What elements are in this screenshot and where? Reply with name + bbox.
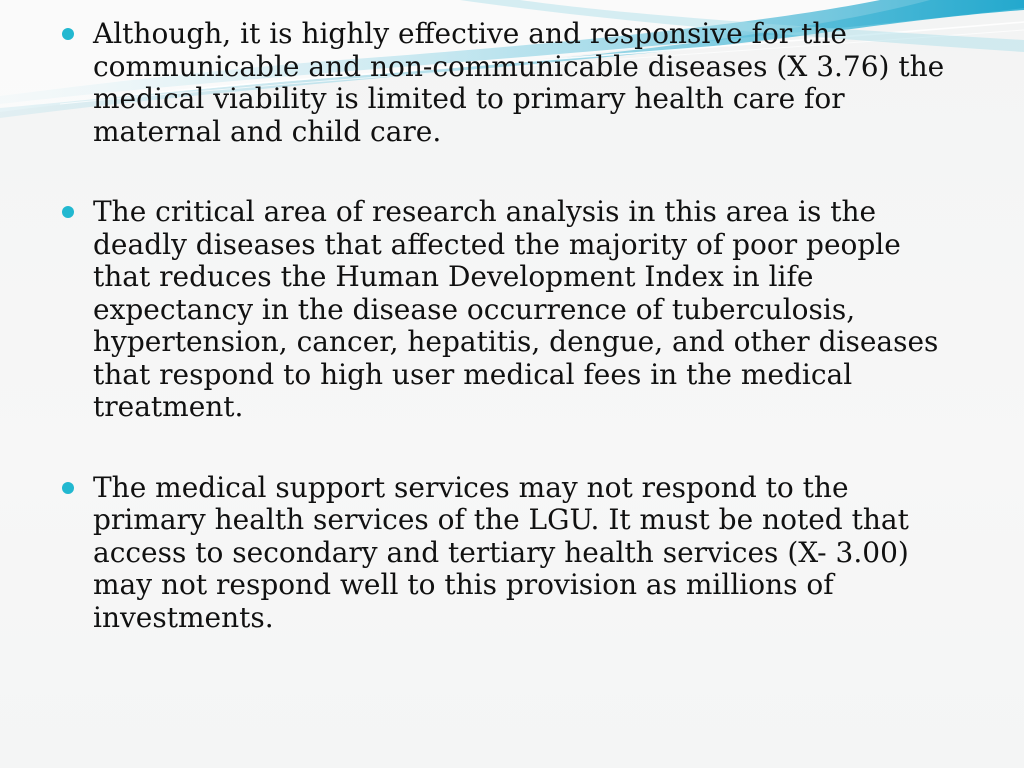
bullet-dot-icon: [62, 482, 74, 494]
bullet-item-3: [60, 472, 960, 635]
bullet-list: [60, 18, 960, 634]
bullet-item-1: [60, 18, 960, 148]
bullet-text-3: The medical support services may not respond to the primary health services of the LGU. It must be noted that access to secondary and tertiary health services (X- 3.00) may not respond well to this provision as millions of investments.: [93, 470, 909, 634]
bullet-dot-icon: [62, 206, 74, 218]
bullet-dot-icon: [62, 28, 74, 40]
bullet-item-2: [60, 196, 960, 424]
bullet-text-2: The critical area of research analysis in this area is the deadly diseases that affected the majority of poor people that reduces the Human Development Index in life expectancy in the disease occurrence of tuberculosis, hypertension, cancer, hepatitis, dengue, and other diseases that respond to high user medical fees in the medical treatment.: [93, 195, 939, 423]
bullet-text-1: Although, it is highly effective and responsive for the communicable and non-communicable diseases (X 3.76) the medical viability is limited to primary health care for maternal and child care.: [93, 17, 945, 148]
